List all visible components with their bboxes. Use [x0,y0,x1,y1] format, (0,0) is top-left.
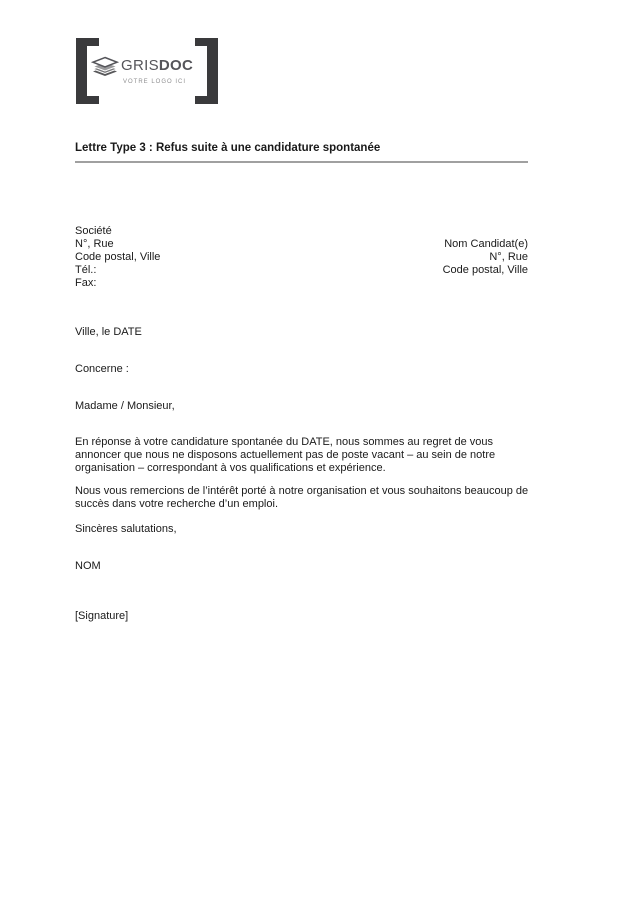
letter-title: Lettre Type 3 : Refus suite à une candidature spontanée [75,142,381,154]
recipient-city: Code postal, Ville [442,264,528,276]
sender-fax: Fax: [75,277,97,289]
sender-company: Société [75,225,112,237]
recipient-street: N°, Rue [489,251,528,263]
closing-line: Sincères salutations, [75,523,177,535]
sender-city: Code postal, Ville [75,251,161,263]
salutation: Madame / Monsieur, [75,400,175,412]
sender-phone: Tél.: [75,264,97,276]
date-line: Ville, le DATE [75,326,142,338]
recipient-address-block [75,238,528,277]
body-paragraph-2: Nous vous remercions de l’intérêt porté à notre organisation et vous souhaitons beaucoup de succès dans votre recherche d’un emploi. [75,485,529,510]
subject-line: Concerne : [75,363,129,375]
signature-placeholder: [Signature] [75,610,129,622]
body-paragraph-1: En réponse à votre candidature spontanée du DATE, nous sommes au regret de vous annoncer que nous ne disposons actuellement pas de poste vacant – au sein de notre organisation – correspondant à vos qualifications et expérience. [75,436,496,474]
brand-gris: GRIS [121,57,159,74]
company-logo [76,38,218,104]
brand-name [121,57,193,74]
brand-doc: DOC [158,57,194,74]
logo-bracket-right-icon [195,38,218,104]
logo-tagline: VOTRE LOGO ICI [123,79,187,85]
recipient-name: Nom Candidat(e) [444,238,528,250]
title-divider [75,161,528,163]
sender-street: N°, Rue [75,238,114,250]
stacked-pages-icon [91,56,119,80]
signature-name: NOM [75,560,101,572]
